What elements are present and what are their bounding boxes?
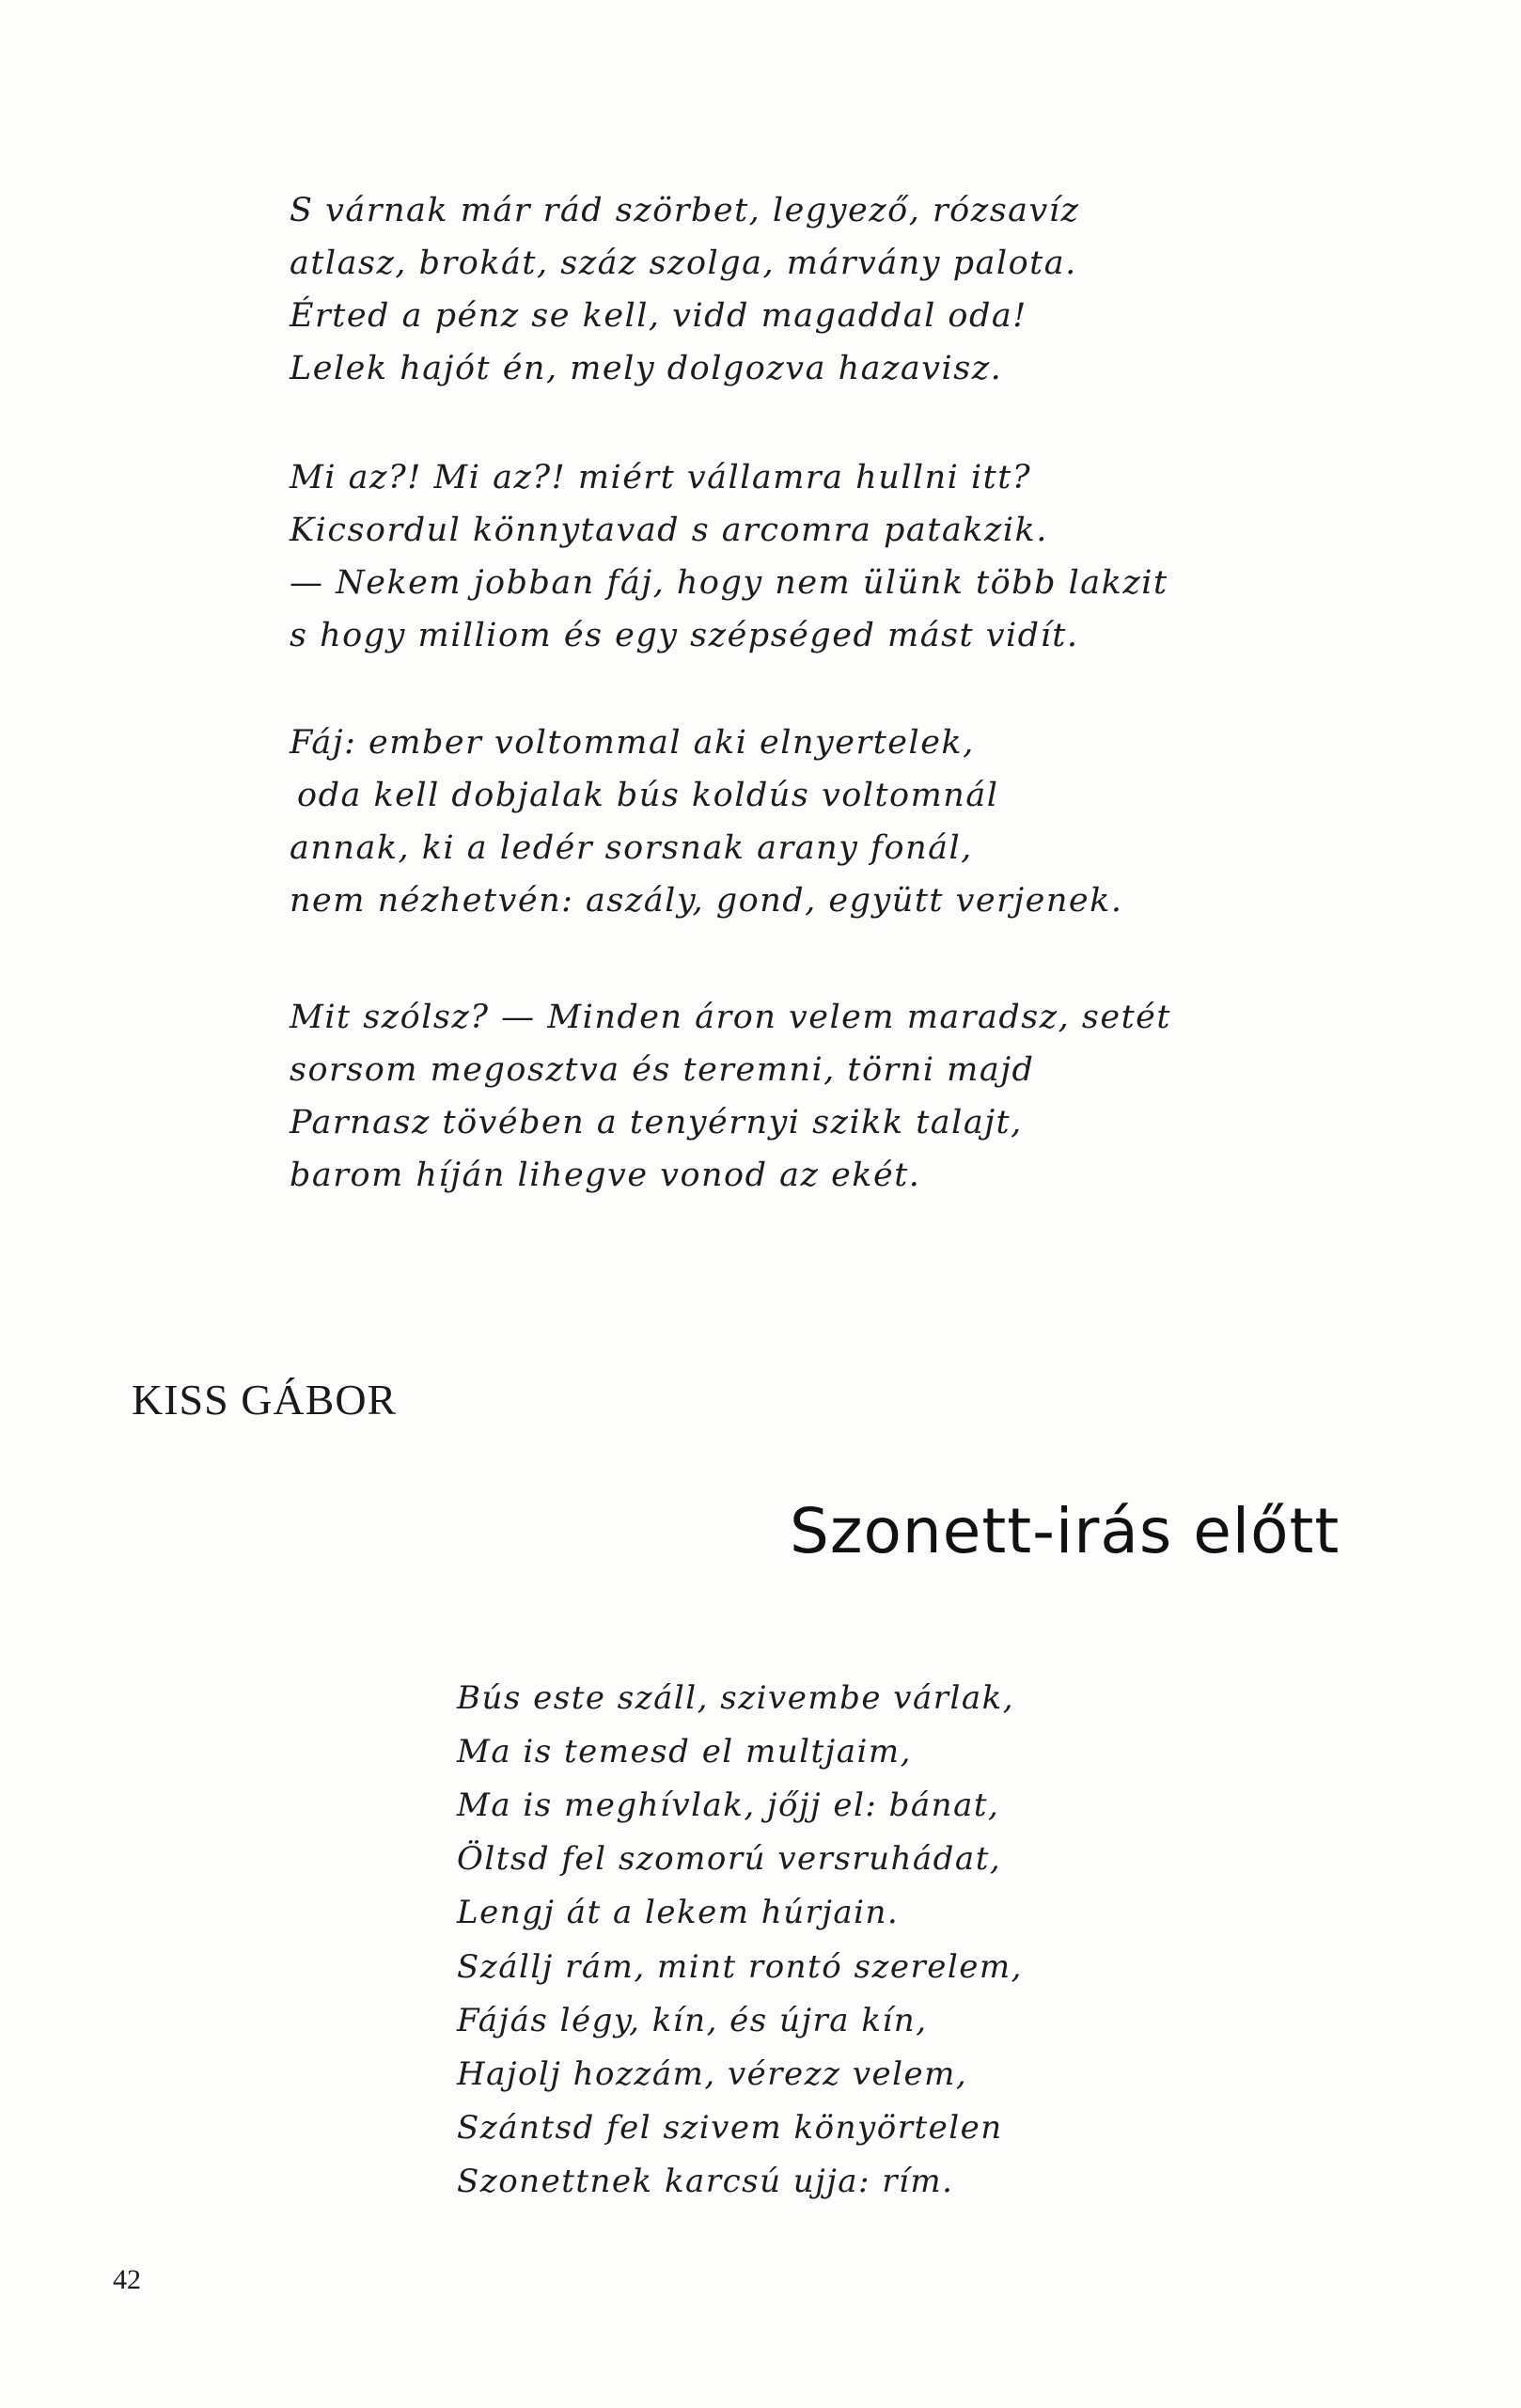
verse-line: nem nézhetvén: aszály, gond, együtt verjenek.: [290, 882, 1123, 920]
verse-line: Ma is meghívlak, jőjj el: bánat,: [457, 1786, 1000, 1824]
verse-line: Bús este száll, szivembe várlak,: [457, 1679, 1015, 1717]
author-name: KISS GÁBOR: [132, 1376, 398, 1424]
verse-line: annak, ki a ledér sorsnak arany fonál,: [290, 829, 973, 867]
verse-line: s hogy milliom és egy szépséged mást vidít.: [290, 617, 1079, 654]
verse-line: Szonettnek karcsú ujja: rím.: [457, 2163, 954, 2200]
verse-line: Szántsd fel szivem könyörtelen: [457, 2109, 1003, 2147]
stanza-1: [457, 1672, 1014, 1940]
verse-line: Parnasz tövében a tenyérnyi szikk talajt,: [290, 1104, 1023, 1141]
verse-line: Öltsd fel szomorú versruhádat,: [457, 1840, 1002, 1878]
poem-title: Szonett-irás előtt: [790, 1495, 1341, 1567]
verse-line: Lengj át a lekem húrjain.: [457, 1894, 900, 1931]
verse-line: Fáj: ember voltommal aki elnyertelek,: [290, 724, 975, 762]
verse-line: atlasz, brokát, száz szolga, márvány palota.: [290, 244, 1077, 282]
stanza-3: [290, 716, 1122, 927]
verse-line: Fájás légy, kín, és újra kín,: [457, 2002, 928, 2039]
stanza-1: [290, 184, 1079, 395]
verse-line: sorsom megosztva és teremni, törni majd: [290, 1051, 1035, 1089]
verse-line: Mit szólsz? — Minden áron velem maradsz, setét: [290, 999, 1171, 1036]
stanza-4: [290, 991, 1171, 1202]
stanza-2: [457, 1941, 1023, 2209]
verse-line: Ma is temesd el multjaim,: [457, 1733, 912, 1771]
verse-line: S várnak már rád szörbet, legyező, rózsavíz: [290, 192, 1080, 229]
verse-line: Mi az?! Mi az?! miért vállamra hullni itt?: [290, 459, 1032, 496]
verse-line: oda kell dobjalak bús koldús voltomnál: [297, 777, 999, 814]
verse-line: barom híján lihegve vonod az ekét.: [290, 1157, 921, 1194]
verse-line: Lelek hajót én, mely dolgozva hazavisz.: [290, 350, 1003, 387]
verse-line: Érted a pénz se kell, vidd magaddal oda!: [290, 297, 1027, 335]
verse-line: — Nekem jobban fáj, hogy nem ülünk több lakzit: [290, 564, 1168, 602]
stanza-2: [290, 451, 1168, 662]
page-number: 42: [113, 2264, 141, 2295]
verse-line: Hajolj hozzám, vérezz velem,: [457, 2055, 968, 2093]
verse-line: Kicsordul könnytavad s arcomra patakzik.: [290, 512, 1048, 549]
verse-line: Szállj rám, mint rontó szerelem,: [457, 1948, 1023, 1986]
